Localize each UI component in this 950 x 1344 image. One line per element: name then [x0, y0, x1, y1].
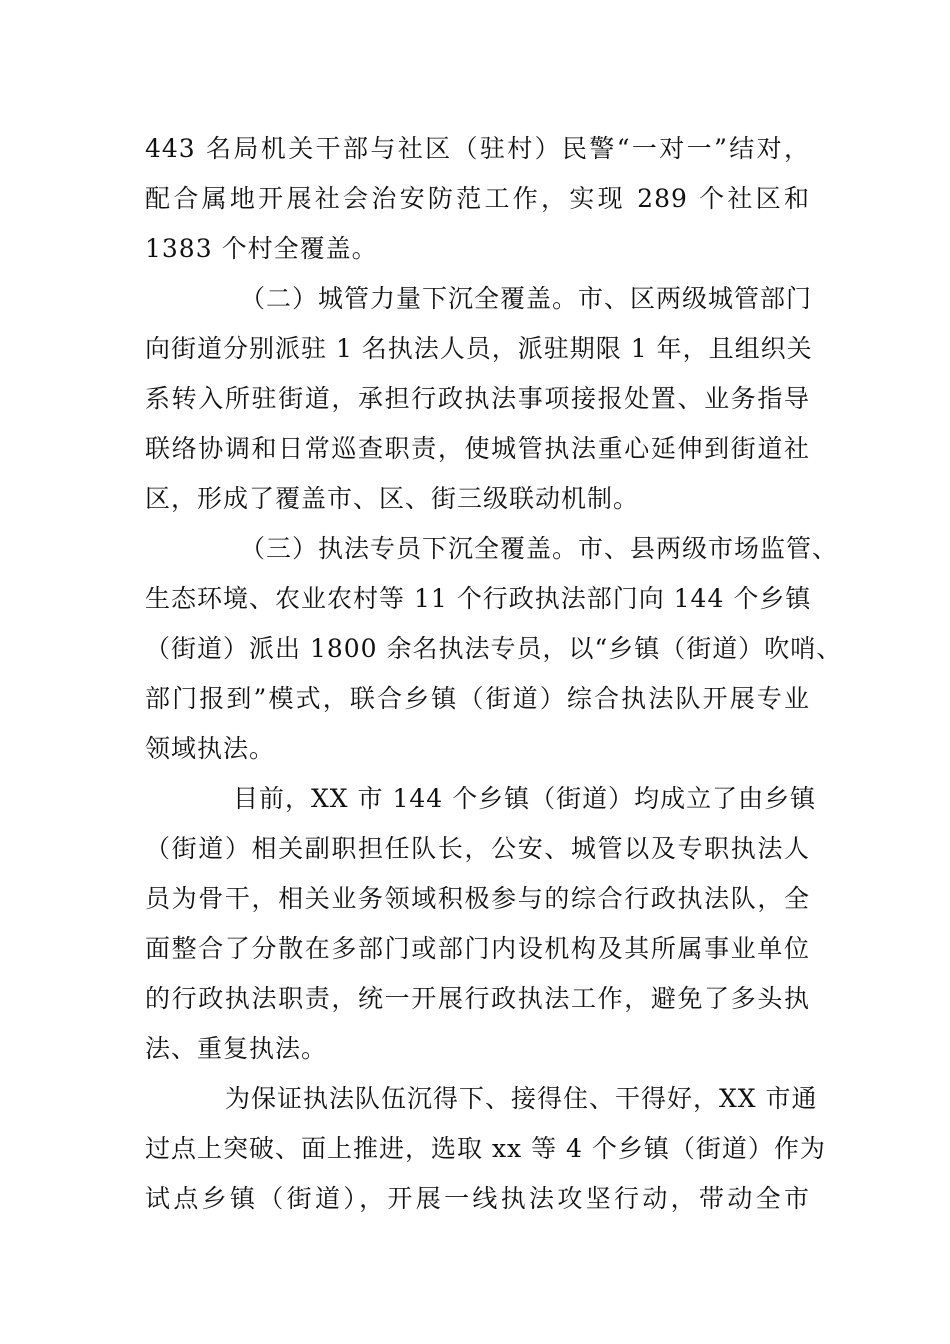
text-line: 1383 个村全覆盖。 — [145, 234, 378, 263]
text-line: （街道）派出 1800 余名执法专员，以“乡镇（街道）吹哨、 — [145, 634, 843, 663]
text-line: 的行政执法职责，统一开展行政执法工作，避免了多头执 — [145, 984, 810, 1013]
text-line: 配合属地开展社会治安防范工作，实现 289 个社区和 — [145, 184, 810, 213]
text-line: 生态环境、农业农村等 11 个行政执法部门向 144 个乡镇 — [145, 584, 812, 613]
text-line: 面整合了分散在多部门或部门内设机构及其所属事业单位 — [145, 934, 810, 963]
paragraph-2 — [145, 274, 813, 524]
text-line: 区，形成了覆盖市、区、街三级联动机制。 — [145, 484, 640, 513]
paragraph-1 — [145, 124, 810, 274]
text-line: 为保证执法队伍沉得下、接得住、干得好，XX 市通 — [225, 1084, 818, 1113]
text-line: 联络协调和日常巡查职责，使城管执法重心延伸到街道社 — [145, 434, 810, 463]
paragraph-5 — [145, 1074, 826, 1224]
text-line: （二）城管力量下沉全覆盖。市、区两级城管部门 — [240, 284, 813, 313]
paragraph-3 — [145, 524, 843, 774]
paragraph-4 — [145, 774, 817, 1074]
text-line: 试点乡镇（街道），开展一线执法攻坚行动，带动全市 — [145, 1184, 810, 1213]
text-line: 系转入所驻街道，承担行政执法事项接报处置、业务指导 — [145, 384, 810, 413]
text-line: 部门报到”模式，联合乡镇（街道）综合执法队开展专业 — [145, 684, 810, 713]
text-line: 法、重复执法。 — [145, 1034, 328, 1063]
text-line: （三）执法专员下沉全覆盖。市、县两级市场监管、 — [240, 534, 839, 563]
text-line: 443 名局机关干部与社区（驻村）民警“一对一”结对， — [145, 134, 810, 163]
text-line: 目前，XX 市 144 个乡镇（街道）均成立了由乡镇 — [233, 784, 817, 813]
document-body — [145, 124, 843, 1224]
text-line: 领域执法。 — [145, 734, 276, 763]
text-line: 过点上突破、面上推进，选取 xx 等 4 个乡镇（街道）作为 — [145, 1134, 826, 1163]
text-line: 员为骨干，相关业务领域积极参与的综合行政执法队，全 — [145, 884, 810, 913]
text-line: （街道）相关副职担任队长，公安、城管以及专职执法人 — [145, 834, 810, 863]
text-line: 向街道分别派驻 1 名执法人员，派驻期限 1 年，且组织关 — [145, 334, 813, 363]
